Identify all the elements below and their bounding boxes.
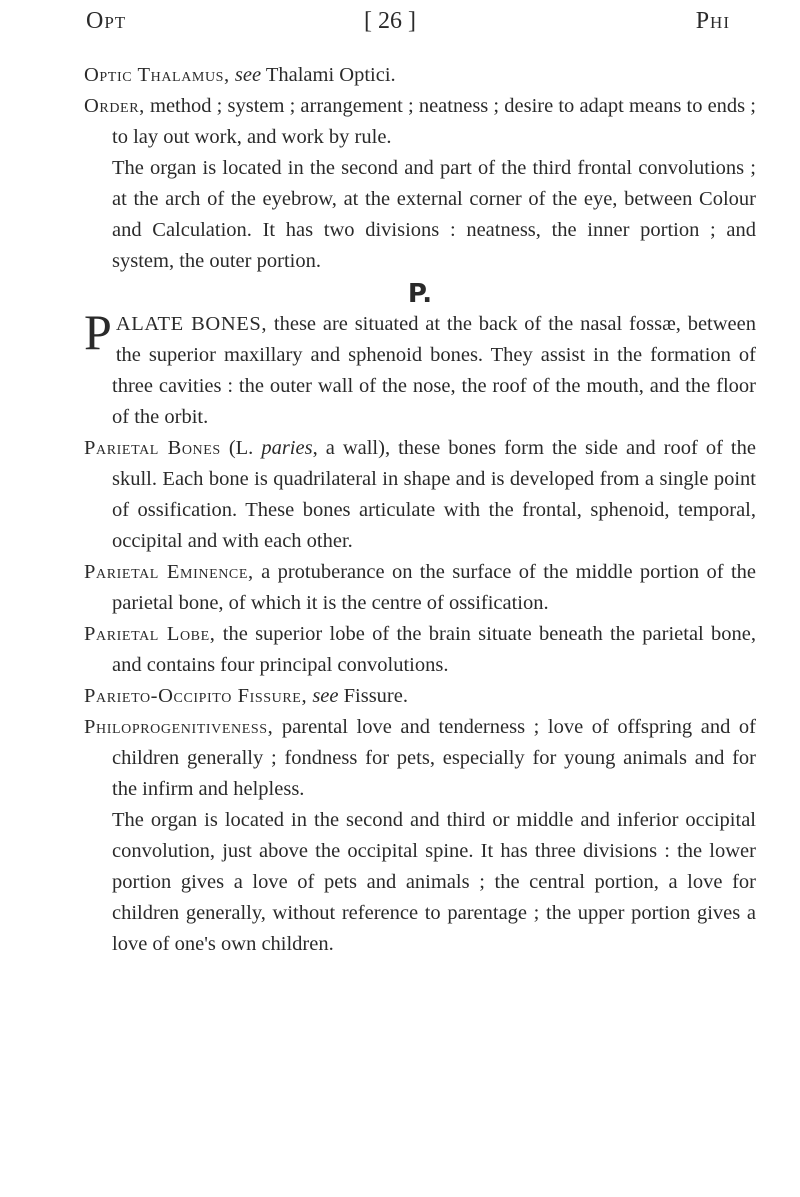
entry-text: Thalami Optici. <box>261 64 396 86</box>
running-header <box>86 8 730 38</box>
entry-text: the superior lobe of the brain situate beneath the parietal bone, and contains four principal convolutions. <box>112 623 756 676</box>
entry-text: these are situated at the back of the nasal fossæ, between the superior maxillary and sphenoid bones. They assist in the formation of three cavities : the outer wall of the nose, the roof of the mouth, and the floor of the orbit. <box>112 313 756 428</box>
see-reference: see <box>234 64 262 86</box>
see-reference: see <box>312 685 339 707</box>
drop-cap: P <box>84 304 112 360</box>
entry-text: parental love and tenderness ; love of offspring and of children generally ; fondness for pets, especially for young animals and for the infirm and helpless. <box>112 716 756 800</box>
entry-headword: Philoprogenitiveness, <box>84 716 274 738</box>
entry-text: Fissure. <box>338 685 408 707</box>
entry-text: , a wall), these bones form the side and roof of the skull. Each bone is quadrilateral in shape and is developed from a single point of ossification. These bones articulate with the frontal, sphenoid, temporal, occipital and with each other. <box>112 437 756 552</box>
header-right-guide-word: Phi <box>695 8 730 34</box>
entry-headword: Optic Thalamus, <box>84 64 230 86</box>
entry-text: method ; system ; arrangement ; neatness ; desire to adapt means to ends ; to lay out work, and work by rule. <box>112 95 756 148</box>
entry-headword: Order, <box>84 95 145 117</box>
entry-headword: Parieto-Occipito Fissure, <box>84 685 308 707</box>
entry-parietal-bones <box>84 433 756 557</box>
entry-philoprogenitiveness <box>84 712 756 805</box>
entry-headword: Parietal Lobe, <box>84 623 216 645</box>
entry-headword: Parietal Bones <box>84 437 221 459</box>
entry-parietal-eminence <box>84 557 756 619</box>
section-letter: P. <box>407 279 433 309</box>
dictionary-content <box>84 60 756 960</box>
entry-order <box>84 91 756 153</box>
entry-parieto-occipito-fissure <box>84 681 756 712</box>
entry-text-pre: (L. <box>220 437 262 459</box>
entry-philoprogenitiveness-paragraph: The organ is located in the second and third or middle and inferior occipital convolution, just above the occipital spine. It has three divisions : the lower portion gives a love of pets and animals ; the central portion, a love for children generally, without reference to parentage ; the upper portion gives a love of one's own children. <box>112 809 756 955</box>
entry-order-paragraph: The organ is located in the second and part of the third frontal convolutions ; at the arch of the eyebrow, at the external corner of the eye, between Colour and Calculation. It has two divisions : neatness, the inner portion ; and system, the outer portion. <box>112 157 756 272</box>
page-number: [ 26 ] <box>364 8 416 34</box>
header-left-guide-word: Opt <box>86 8 127 34</box>
entry-optic-thalamus <box>84 60 756 91</box>
latin-term: paries <box>261 437 313 459</box>
entry-headword: ALATE BONES, <box>115 313 268 335</box>
entry-parietal-lobe <box>84 619 756 681</box>
entry-headword: Parietal Eminence, <box>84 561 254 583</box>
entry-palate-bones <box>84 304 756 433</box>
entry-text: a protuberance on the surface of the middle portion of the parietal bone, of which it is the centre of ossification. <box>112 561 756 614</box>
